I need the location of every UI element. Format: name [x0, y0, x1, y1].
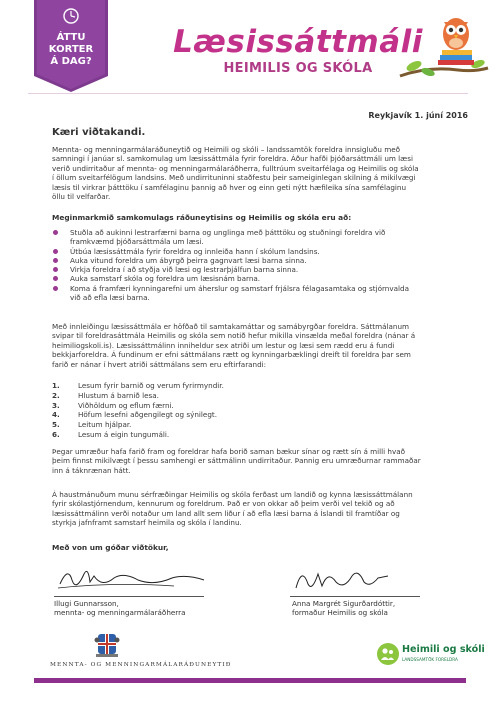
step-item: 1. Lesum fyrir barnið og verum fyrirmyndir. [52, 381, 224, 390]
closing-line: Með von um góðar viðtökur, [52, 543, 169, 552]
goal-item: Stuðla að aukinni lestrarfærni barna og unglinga með þátttöku og stuðningi foreldra við framkvæmd þjóðarsáttmála um læsi. [52, 228, 472, 247]
signer-name: Anna Margrét Sigurðardóttir, [292, 599, 396, 608]
signer-right [292, 599, 395, 617]
step-item: 6. Lesum á eigin tungumáli. [52, 429, 170, 439]
signature-line-right [290, 596, 420, 597]
intro-line: samningi í janúar sl. samkomulag um læsissáttmála fyrir foreldra. Áður hafði þjóðarsáttmáli um læsi [52, 154, 413, 164]
bullet-icon [53, 276, 58, 281]
paragraph-4: Á haustmánuðum munu sérfræðingar Heimilis og skóla ferðast um landið og kynna læsissáttmálann fyrir skólastjórnendum, kennurum og foreldrum. Það er von okkar að þeim verði vel tekið og að læsissáttmálinn verði notaður um land allt sem liður í að efla læsi barna á Íslandi til framtíðar og styrkja jafnframt samstarf heimila og skóla í landinu. [52, 490, 413, 528]
signature-anna [292, 562, 392, 596]
heimili-og-skoli-logo-icon [376, 642, 400, 666]
goal-item: Auka samstarf skóla og foreldra um læsisnám barna. [52, 274, 472, 283]
intro-line: öllu til velfarðar. [52, 192, 111, 202]
coat-of-arms-icon [94, 628, 120, 658]
intro-line: í öllum sveitarfélögum landsins. Með undirrituninni staðfestu þeir sameiginlegan skilning á mikilvægi [52, 173, 416, 183]
goals-list [52, 228, 472, 302]
goal-item: Koma á framfæri kynningarefni um áherslur og samstarf frjálsra félagasamtaka og stjórnvalda við að efla læsi barna. [52, 284, 472, 303]
paragraph-2: Með innleiðingu læsissáttmála er höfðað til samtakamáttar og samábyrgðar foreldra. Sáttmálanum svipar til foreldrasáttmála Heimilis og skóla sem notið hefur mikilla vinsælda meðal foreldra (nánar á heimiliogskoli.is). Læsissáttmálinn inniheldur sex atriði um lestur og læsi sem rædd eru á fundi bekkjarforeldra. Á fundinum er efni sáttmálans rætt og kynningarbæklingi dreift til foreldra þar sem farið er nánar í hvert atriði sáttmálans sem eru eftirfarandi: [52, 322, 416, 369]
step-item: 3. Viðhöldum og eflum færni. [52, 400, 174, 410]
page-subtitle: HEIMILIS OG SKÓLA [223, 61, 373, 76]
header-divider [28, 93, 468, 94]
goal-item: Auka vitund foreldra um ábyrgð þeirra gagnvart læsi barna sinna. [52, 256, 472, 265]
step-item: 5. Leitum hjálpar. [52, 420, 132, 430]
bullet-icon [53, 249, 58, 254]
badge-line-1: ÁTTU [56, 32, 86, 43]
bullet-icon [53, 286, 58, 291]
owl-on-books-icon [398, 14, 490, 94]
page-title: Læsissáttmáli [173, 24, 423, 60]
goal-item: Útbúa læsissáttmála fyrir foreldra og innleiða hann í skólum landsins. [52, 247, 472, 256]
ministry-name: MENNTA- OG MENNINGARMÁLARÁÐUNEYTIÐ [50, 662, 232, 668]
step-item: 2. Hlustum á barnið lesa. [52, 390, 159, 400]
intro-line: verið undirritaður af mennta- og menningarmálaráðherra, fulltrúum sveitarfélaga og Heimilis og skóla [52, 163, 419, 173]
bullet-icon [53, 267, 58, 272]
signer-left [54, 599, 186, 617]
signer-name: Illugi Gunnarsson, [54, 599, 119, 608]
signature-line-left [54, 596, 204, 597]
greeting: Kæri viðtakandi. [52, 127, 146, 138]
dateline: Reykjavík 1. júní 2016 [368, 111, 468, 120]
badge-line-2: KORTER [48, 44, 94, 55]
steps-list [52, 381, 432, 440]
signer-role: formaður Heimilis og skóla [292, 608, 388, 618]
badge-line-3: Á DAG? [50, 56, 92, 67]
bullet-icon [53, 258, 58, 263]
attu-korter-badge [34, 0, 108, 92]
intro-paragraph [52, 145, 470, 201]
step-item: 4. Höfum lesefni aðgengilegt og sýnilegt. [52, 410, 217, 420]
paragraph-3: Þegar umræður hafa farið fram og foreldrar hafa borið saman bækur sínar og rætt sín á milli hvað þeim finnst mikilvægt í þessu samhengi er sáttmálinn undirritaður. Þannig eru umræðurnar rammaðar inn á táknrænan hátt. [52, 447, 421, 475]
goals-heading: Meginmarkmið samkomulags ráðuneytisins og Heimilis og skóla eru að: [52, 213, 352, 222]
footer-bar [34, 678, 466, 683]
intro-line: Mennta- og menningarmálaráðuneytið og Heimili og skóli – landssamtök foreldra innsigluðu með [52, 145, 401, 154]
goal-item: Virkja foreldra í að styðja við læsi og lestrarþjálfun barna sinna. [52, 265, 472, 274]
org-name: Heimili og skóli [402, 644, 485, 655]
signature-illugi [54, 562, 214, 596]
org-tagline: LANDSSAMTÖK FORELDRA [402, 657, 458, 662]
intro-line: læsis til virkrar þátttöku í samfélaginu þannig að hver og einn geti nýtt hæfileika sína samfélaginu [52, 182, 407, 192]
bullet-icon [53, 230, 58, 235]
signer-role: mennta- og menningarmálaráðherra [54, 608, 186, 618]
